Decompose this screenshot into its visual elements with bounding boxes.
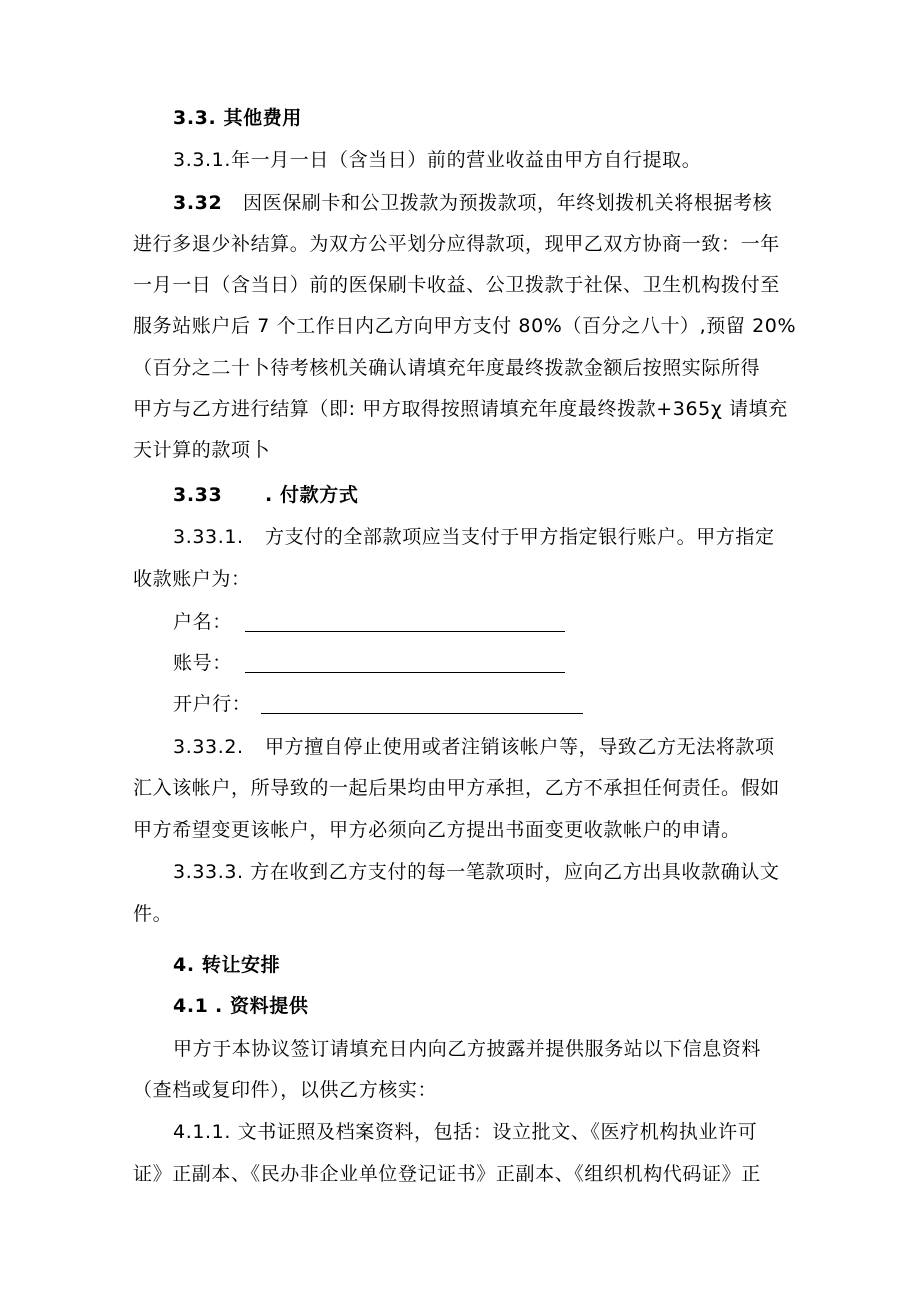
s4-heading: 4. 转让安排 — [173, 954, 281, 976]
s332-line-4: 服务站账户后 7 个工作日内乙方向甲方支付 80%（百分之八十）,预留 20% — [133, 315, 797, 337]
account-name-row — [173, 610, 833, 634]
s411-line-2: 证》正副本、《民办非企业单位登记证书》正副本、《组织机构代码证》正 — [133, 1163, 761, 1185]
s3332-line-3: 甲方希望变更该帐户，甲方必须向乙方提出书面变更收款帐户的申请。 — [133, 819, 741, 841]
s41-title: . 资料提供 — [215, 995, 309, 1017]
s3331-line-2: 收款账户为： — [133, 568, 251, 590]
s3333-line-2: 件。 — [133, 903, 173, 925]
s332-line-5: （百分之二十卜待考核机关确认请填充年度最终拨款金额后按照实际所得 — [133, 357, 761, 379]
s332-line-2: 进行多退少补结算。为双方公平划分应得款项，现甲乙双方协商一致：一年 — [133, 233, 780, 255]
s3331-text: 方支付的全部款项应当支付于甲方指定银行账户。甲方指定 — [265, 526, 775, 548]
s3332-text: 甲方擅自停止使用或者注销该帐户等，导致乙方无法将款项 — [265, 736, 775, 758]
bank-field[interactable] — [261, 695, 583, 714]
s33-heading: 3.3. 其他费用 — [173, 107, 302, 129]
s41-number: 4.1 — [173, 995, 209, 1017]
s332-line-7: 天计算的款项卜 — [133, 439, 271, 461]
account-number-label: 账号： — [173, 652, 232, 674]
s332-line-3: 一月一日（含当日）前的医保刷卡收益、公卫拨款于社保、卫生机构拨付至 — [133, 274, 780, 296]
account-number-field[interactable] — [245, 654, 565, 673]
account-number-row — [173, 651, 833, 675]
s332-line-1 — [173, 191, 833, 215]
s3331-number: 3.33.1. — [173, 526, 244, 548]
s3331-line-1 — [173, 525, 833, 549]
s333-heading — [173, 483, 833, 507]
s3333-line-1: 3.33.3. 方在收到乙方支付的每一笔款项时，应向乙方出具收款确认文 — [173, 861, 780, 883]
bank-label: 开户行： — [173, 693, 252, 715]
s411-line-1: 4.1.1. 文书证照及档案资料，包括：设立批文、《医疗机构执业许可 — [173, 1121, 758, 1143]
s332-text: 因医保刷卡和公卫拨款为预拨款项，年终划拨机关将根据考核 — [243, 192, 773, 214]
s41-line-1: 甲方于本协议签订请填充日内向乙方披露并提供服务站以下信息资料 — [173, 1038, 762, 1060]
s332-number: 3.32 — [173, 192, 223, 214]
s333-number: 3.33 — [173, 484, 223, 506]
s3332-line-1 — [173, 735, 833, 759]
bank-row — [173, 692, 833, 716]
account-name-field[interactable] — [245, 613, 565, 632]
s333-title: . 付款方式 — [265, 484, 359, 506]
s3332-number: 3.33.2. — [173, 736, 244, 758]
s331-text: 3.3.1.年一月一日（含当日）前的营业收益由甲方自行提取。 — [173, 149, 702, 171]
s41-heading — [173, 994, 833, 1018]
account-name-label: 户名： — [173, 611, 232, 633]
s332-line-6: 甲方与乙方进行结算（即: 甲方取得按照请填充年度最终拨款+365χ 请填充 — [133, 398, 788, 420]
s3332-line-2: 汇入该帐户，所导致的一起后果均由甲方承担，乙方不承担任何责任。假如 — [133, 777, 780, 799]
s41-line-2: （查档或复印件），以供乙方核实： — [133, 1079, 438, 1101]
